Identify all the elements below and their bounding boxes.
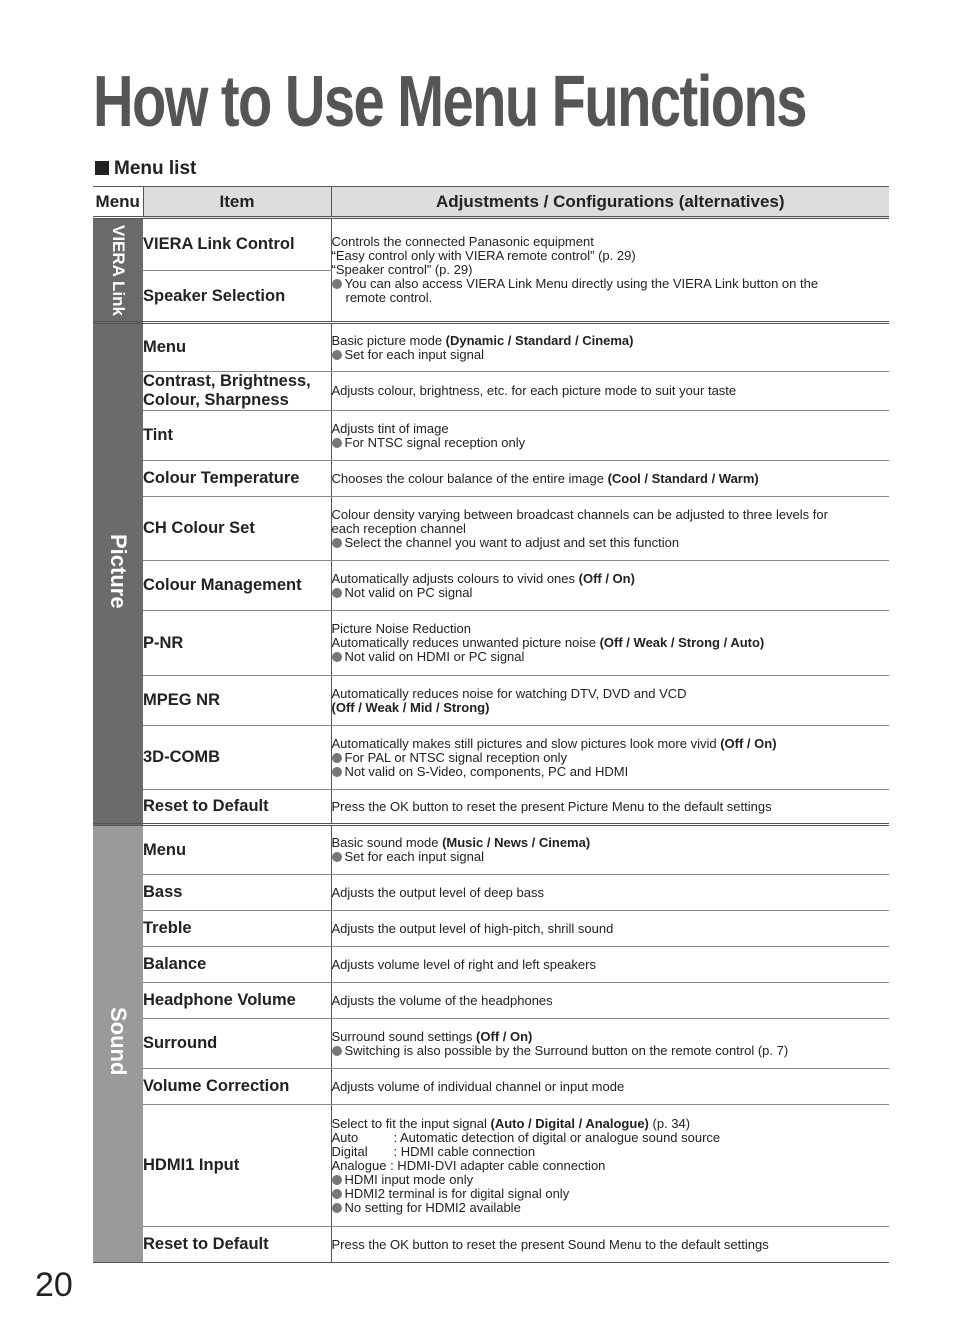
item-description: Automatically reduces noise for watching DTV, DVD and VCD (Off / Weak / Mid / Strong) (331, 676, 889, 726)
header-adjustments: Adjustments / Configurations (alternatives) (331, 187, 889, 218)
bullet-icon (332, 1189, 342, 1199)
table-row (93, 726, 889, 790)
item-description: Adjusts volume of individual channel or input mode (331, 1069, 889, 1105)
section-heading-label: Menu list (114, 158, 197, 179)
bullet-icon (332, 1046, 342, 1056)
group-viera-link (93, 218, 143, 323)
group-sound (93, 825, 143, 1263)
table-row (93, 461, 889, 497)
bullet-icon (332, 1203, 342, 1213)
bullet-icon (332, 652, 342, 662)
bullet-icon (332, 538, 342, 548)
item-description: Adjusts volume level of right and left speakers (331, 947, 889, 983)
table-row (93, 825, 889, 875)
item-description: Press the OK button to reset the present Picture Menu to the default settings (331, 790, 889, 825)
header-item: Item (143, 187, 331, 218)
group-label: Sound (106, 1007, 131, 1076)
table-row (93, 947, 889, 983)
square-bullet-icon (95, 161, 109, 175)
item-description: Automatically makes still pictures and slow pictures look more vivid (Off / On) For PAL or NTSC signal reception only Not valid on S-Video, components, PC and HDMI (331, 726, 889, 790)
table-row (93, 790, 889, 825)
item-description: Basic picture mode (Dynamic / Standard / Cinema) Set for each input signal (331, 323, 889, 372)
bullet-icon (332, 279, 342, 289)
item-name: Treble (143, 911, 331, 947)
table-row (93, 1019, 889, 1069)
item-name: P-NR (143, 611, 331, 676)
item-name: Bass (143, 875, 331, 911)
item-name: Tint (143, 411, 331, 461)
table-row (93, 1227, 889, 1263)
item-description: Adjusts colour, brightness, etc. for each picture mode to suit your taste (331, 372, 889, 411)
table-row (93, 1069, 889, 1105)
item-name: Headphone Volume (143, 983, 331, 1019)
item-name: HDMI1 Input (143, 1105, 331, 1227)
item-description: Select to fit the input signal (Auto / Digital / Analogue) (p. 34) Auto : Automatic detection of digital or analogue sound source Digital : HDMI cable connection Analogue : HDMI-DVI adapter cable connection HDMI input mode only HDMI2 terminal is for digital signal only No setting for HDMI2 available (331, 1105, 889, 1227)
item-name: Colour Temperature (143, 461, 331, 497)
item-description: Picture Noise Reduction Automatically reduces unwanted picture noise (Off / Weak / Strong / Auto) Not valid on HDMI or PC signal (331, 611, 889, 676)
item-description: Chooses the colour balance of the entire image (Cool / Standard / Warm) (331, 461, 889, 497)
bullet-icon (332, 753, 342, 763)
item-description: Basic sound mode (Music / News / Cinema) Set for each input signal (331, 825, 889, 875)
bullet-icon (332, 588, 342, 598)
bullet-icon (332, 1175, 342, 1185)
item-description: Adjusts the output level of high-pitch, shrill sound (331, 911, 889, 947)
item-name: Colour Management (143, 561, 331, 611)
table-row (93, 372, 889, 411)
item-name: Volume Correction (143, 1069, 331, 1105)
table-row (93, 218, 889, 271)
item-name: Balance (143, 947, 331, 983)
item-name: 3D-COMB (143, 726, 331, 790)
table-row (93, 323, 889, 372)
group-picture (93, 323, 143, 825)
page-number: 20 (35, 1266, 73, 1304)
item-name: Reset to Default (143, 1227, 331, 1263)
group-label: VIERA Link (109, 225, 128, 316)
item-description: Controls the connected Panasonic equipment “Easy control only with VIERA remote control” (p. 29) “Speaker control” (p. 29) You can also access VIERA Link Menu directly using the VIERA Link button on the remote control. (331, 218, 889, 323)
item-name: MPEG NR (143, 676, 331, 726)
item-description: Adjusts the volume of the headphones (331, 983, 889, 1019)
item-name: Contrast, Brightness, Colour, Sharpness (143, 372, 331, 411)
header-menu: Menu (93, 187, 143, 218)
section-heading (95, 158, 196, 180)
item-name: CH Colour Set (143, 497, 331, 561)
table-row (93, 1105, 889, 1227)
item-name: Menu (143, 323, 331, 372)
bullet-icon (332, 350, 342, 360)
table-row (93, 561, 889, 611)
item-name: Surround (143, 1019, 331, 1069)
table-row (93, 875, 889, 911)
item-description: Adjusts the output level of deep bass (331, 875, 889, 911)
item-description: Automatically adjusts colours to vivid ones (Off / On) Not valid on PC signal (331, 561, 889, 611)
table-row (93, 983, 889, 1019)
table-row (93, 911, 889, 947)
item-description: Press the OK button to reset the present Sound Menu to the default settings (331, 1227, 889, 1263)
bullet-icon (332, 438, 342, 448)
item-name: Menu (143, 825, 331, 875)
bullet-icon (332, 852, 342, 862)
table-row (93, 676, 889, 726)
item-name: Reset to Default (143, 790, 331, 825)
page-title: How to Use Menu Functions (93, 62, 806, 142)
table-row (93, 411, 889, 461)
item-description: Colour density varying between broadcast channels can be adjusted to three levels for each reception channel Select the channel you want to adjust and set this function (331, 497, 889, 561)
bullet-icon (332, 767, 342, 777)
item-description: Surround sound settings (Off / On) Switching is also possible by the Surround button on the remote control (p. 7) (331, 1019, 889, 1069)
table-row (93, 497, 889, 561)
item-name: Speaker Selection (143, 271, 331, 323)
menu-list-table (93, 186, 889, 1263)
table-row (93, 611, 889, 676)
item-name: VIERA Link Control (143, 218, 331, 271)
item-description: Adjusts tint of image For NTSC signal reception only (331, 411, 889, 461)
table-header-row (93, 187, 889, 218)
group-label: Picture (106, 533, 131, 609)
